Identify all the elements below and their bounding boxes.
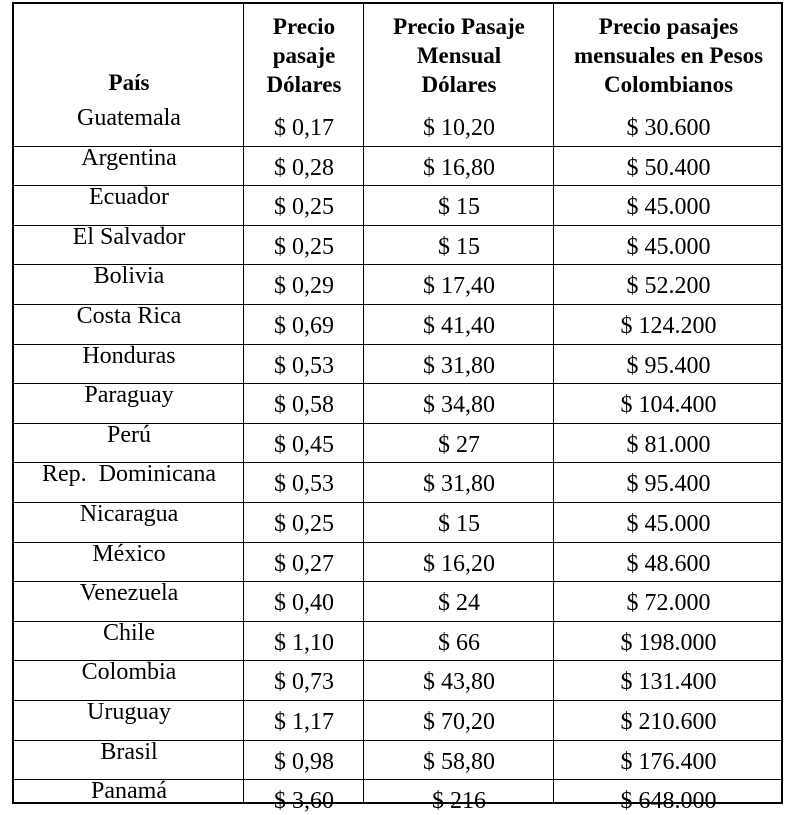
cell-monthly-cop: $ 52.200 [626,273,711,299]
cell-country: Chile [103,620,155,646]
cell-monthly-cop: $ 45.000 [626,234,711,260]
cell-monthly-usd: $ 16,80 [423,155,495,181]
cell-monthly-cop: $ 210.600 [620,709,717,735]
cell-monthly-usd: $ 34,80 [423,392,495,418]
cell-monthly-usd: $ 10,20 [423,115,495,141]
cell-monthly-usd: $ 58,80 [423,749,495,775]
cell-price-usd: $ 1,10 [274,630,334,656]
cell-monthly-usd: $ 24 [438,590,480,616]
cell-monthly-cop: $ 648.000 [620,788,717,814]
header-country: País [108,70,150,95]
cell-price-usd: $ 0,25 [274,234,334,260]
cell-country: Rep. Dominicana [42,461,216,487]
cell-price-usd: $ 0,40 [274,590,334,616]
cell-monthly-cop: $ 81.000 [626,432,711,458]
cell-country: Brasil [100,739,158,765]
cell-price-usd: $ 0,98 [274,749,334,775]
cell-monthly-usd: $ 70,20 [423,709,495,735]
cell-price-usd: $ 3,60 [274,788,334,814]
cell-country: Costa Rica [76,303,182,329]
cell-country: Nicaragua [79,501,179,527]
cell-country: Guatemala [77,105,181,131]
cell-price-usd: $ 0,53 [274,353,334,379]
cell-country: Ecuador [89,184,169,210]
header-monthly-usd: Precio Pasaje Mensual Dólares [393,14,525,97]
cell-price-usd: $ 0,25 [274,511,334,537]
cell-price-usd: $ 1,17 [274,709,334,735]
cell-country: Colombia [81,659,177,685]
cell-monthly-cop: $ 95.400 [626,353,711,379]
header-monthly-cop: Precio pasajes mensuales en Pesos Colombianos [573,14,764,97]
cell-monthly-usd: $ 27 [438,432,480,458]
cell-country: Bolivia [93,263,165,289]
cell-monthly-cop: $ 45.000 [626,194,711,220]
cell-country: Perú [107,422,151,448]
cell-monthly-cop: $ 131.400 [620,669,717,695]
cell-monthly-cop: $ 72.000 [626,590,711,616]
cell-monthly-cop: $ 95.400 [626,471,711,497]
cell-price-usd: $ 0,45 [274,432,334,458]
cell-country: Panamá [91,778,167,804]
cell-price-usd: $ 0,69 [274,313,334,339]
header-price-usd: Precio pasaje Dólares [266,14,342,97]
cell-country: Paraguay [84,382,174,408]
price-table [12,2,783,814]
cell-monthly-usd: $ 31,80 [423,471,495,497]
cell-price-usd: $ 0,73 [274,669,334,695]
cell-country: Argentina [81,145,177,171]
cell-country: Venezuela [79,580,179,606]
cell-country: México [92,541,166,567]
cell-country: Uruguay [87,699,171,725]
cell-monthly-usd: $ 43,80 [423,669,495,695]
cell-monthly-cop: $ 176.400 [620,749,717,775]
cell-monthly-cop: $ 30.600 [626,115,711,141]
cell-price-usd: $ 0,29 [274,273,334,299]
cell-monthly-cop: $ 124.200 [620,313,717,339]
cell-monthly-usd: $ 31,80 [423,353,495,379]
cell-country: El Salvador [72,224,186,250]
cell-price-usd: $ 0,25 [274,194,334,220]
cell-price-usd: $ 0,17 [274,115,334,141]
cell-monthly-usd: $ 66 [438,630,480,656]
cell-monthly-usd: $ 41,40 [423,313,495,339]
cell-monthly-usd: $ 15 [438,234,480,260]
cell-monthly-cop: $ 50.400 [626,155,711,181]
cell-country: Honduras [82,343,176,369]
cell-price-usd: $ 0,28 [274,155,334,181]
cell-monthly-cop: $ 45.000 [626,511,711,537]
cell-monthly-usd: $ 17,40 [423,273,495,299]
cell-price-usd: $ 0,58 [274,392,334,418]
cell-monthly-cop: $ 198.000 [620,630,717,656]
cell-monthly-usd: $ 16,20 [423,551,495,577]
cell-monthly-usd: $ 15 [438,511,480,537]
cell-monthly-usd: $ 216 [432,788,486,814]
cell-price-usd: $ 0,53 [274,471,334,497]
cell-price-usd: $ 0,27 [274,551,334,577]
cell-monthly-cop: $ 104.400 [620,392,717,418]
cell-monthly-usd: $ 15 [438,194,480,220]
cell-monthly-cop: $ 48.600 [626,551,711,577]
